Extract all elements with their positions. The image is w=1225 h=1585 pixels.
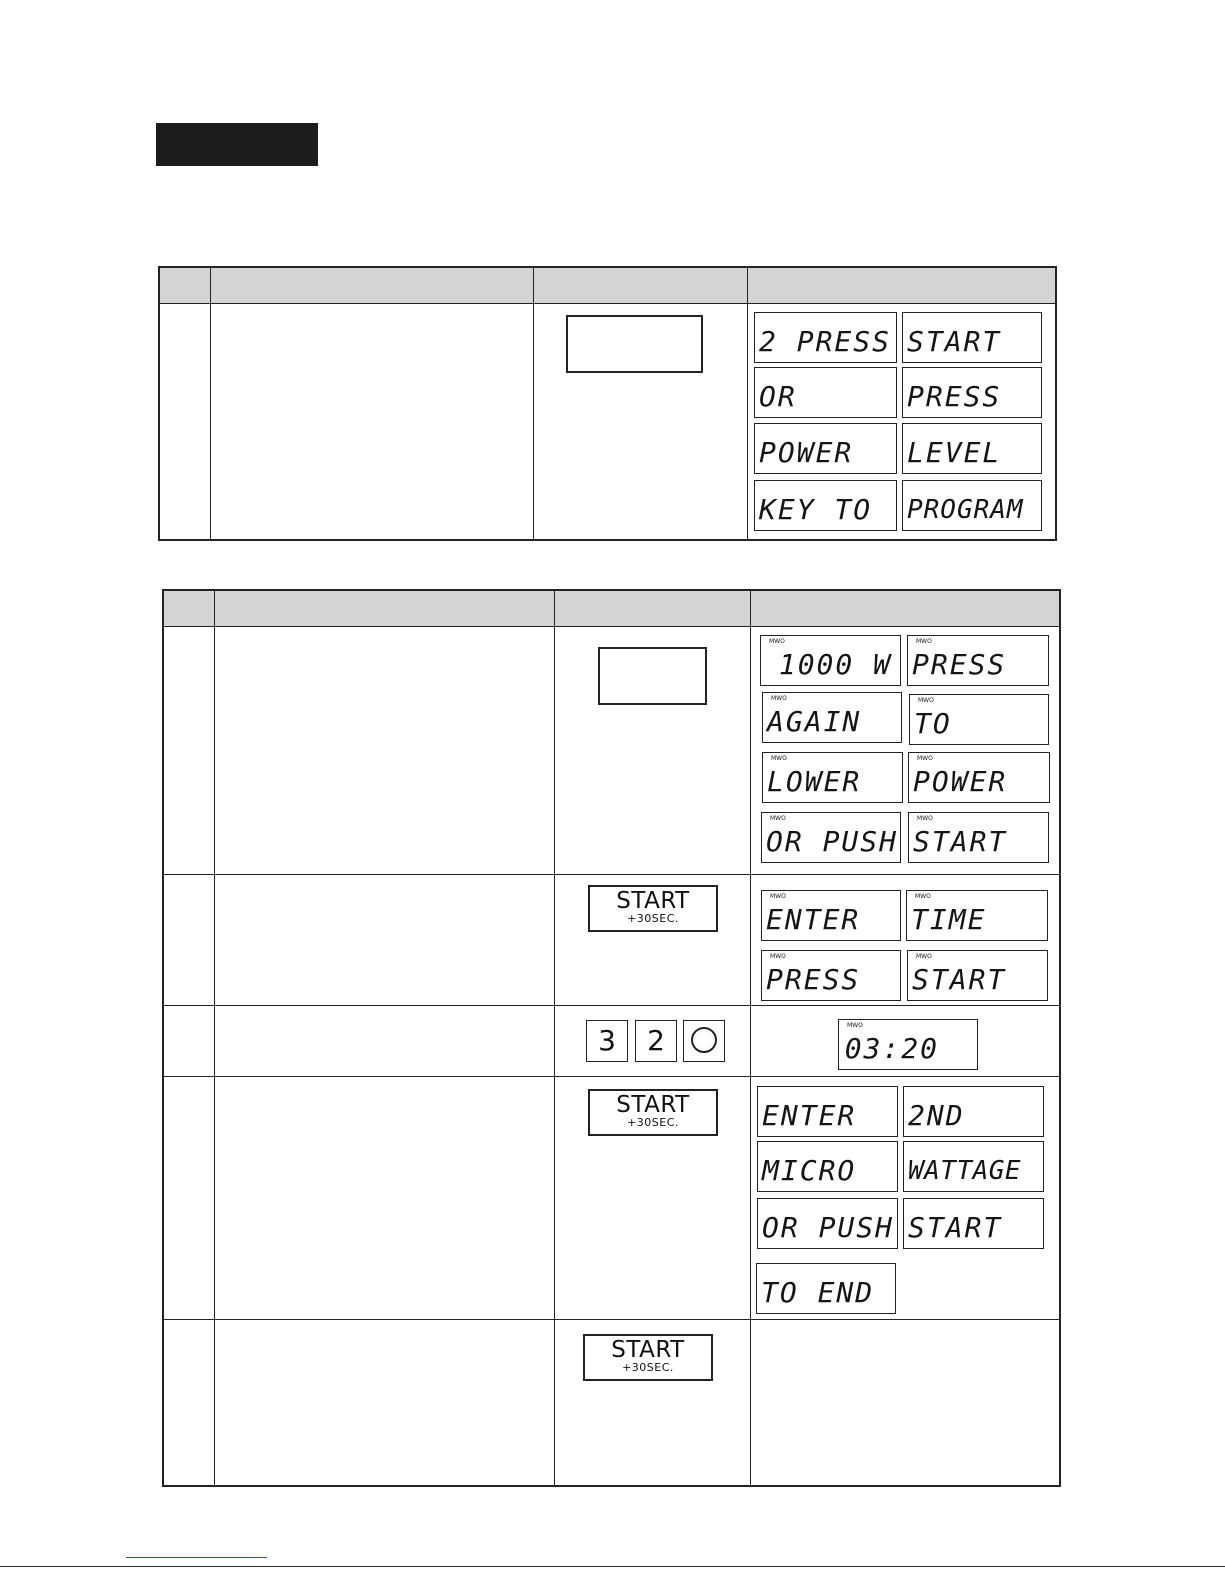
lcd-display: WATTAGE	[903, 1141, 1044, 1192]
lcd-display: START	[903, 1198, 1044, 1249]
lcd-display: PROGRAM	[902, 480, 1042, 531]
start-button[interactable]: START +30SEC.	[583, 1334, 713, 1381]
start-button[interactable]: START +30SEC.	[588, 885, 718, 932]
lcd-display: MWO PRESS	[907, 635, 1049, 686]
lcd-display: MWO ENTER	[761, 890, 901, 941]
zero-circle-icon	[691, 1027, 717, 1053]
lcd-display: MWO 1000 W	[760, 635, 901, 686]
blank-key-button[interactable]	[598, 647, 707, 705]
number-key-0[interactable]	[683, 1020, 725, 1062]
lcd-display: MWO AGAIN	[762, 692, 902, 743]
lcd-display: MWO START	[908, 812, 1049, 863]
lcd-display: OR PUSH	[757, 1198, 898, 1249]
start-button[interactable]: START +30SEC.	[588, 1089, 718, 1136]
lcd-display: MWO TO	[909, 694, 1049, 745]
lcd-display: 2 PRESS	[754, 312, 897, 363]
lcd-display: OR	[754, 367, 897, 418]
lcd-display: MWO START	[907, 950, 1048, 1001]
lcd-display: START	[902, 312, 1042, 363]
lcd-display: 2ND	[903, 1086, 1044, 1137]
number-key-2[interactable]: 2	[635, 1020, 677, 1062]
section-tab	[156, 123, 318, 166]
number-key-3[interactable]: 3	[586, 1020, 628, 1062]
lcd-display: MWO 03:20	[838, 1019, 978, 1070]
footer-divider	[0, 1566, 1225, 1567]
lcd-display: PRESS	[902, 367, 1042, 418]
lcd-display: MWO POWER	[908, 752, 1050, 803]
blank-key-button[interactable]	[566, 315, 703, 373]
lcd-display: TO END	[756, 1263, 896, 1314]
lcd-display: MICRO	[757, 1141, 898, 1192]
lcd-display: POWER	[754, 423, 897, 474]
lcd-display: KEY TO	[754, 480, 897, 531]
table-header	[163, 590, 1060, 627]
lcd-display: LEVEL	[902, 423, 1042, 474]
lcd-display: ENTER	[757, 1086, 898, 1137]
lcd-display: MWO LOWER	[762, 752, 903, 803]
lcd-display: MWO OR PUSH	[761, 812, 901, 863]
lcd-display: MWO TIME	[906, 890, 1048, 941]
footer-link-underline	[126, 1557, 267, 1558]
lcd-display: MWO PRESS	[761, 950, 901, 1001]
table-header	[159, 267, 1056, 304]
